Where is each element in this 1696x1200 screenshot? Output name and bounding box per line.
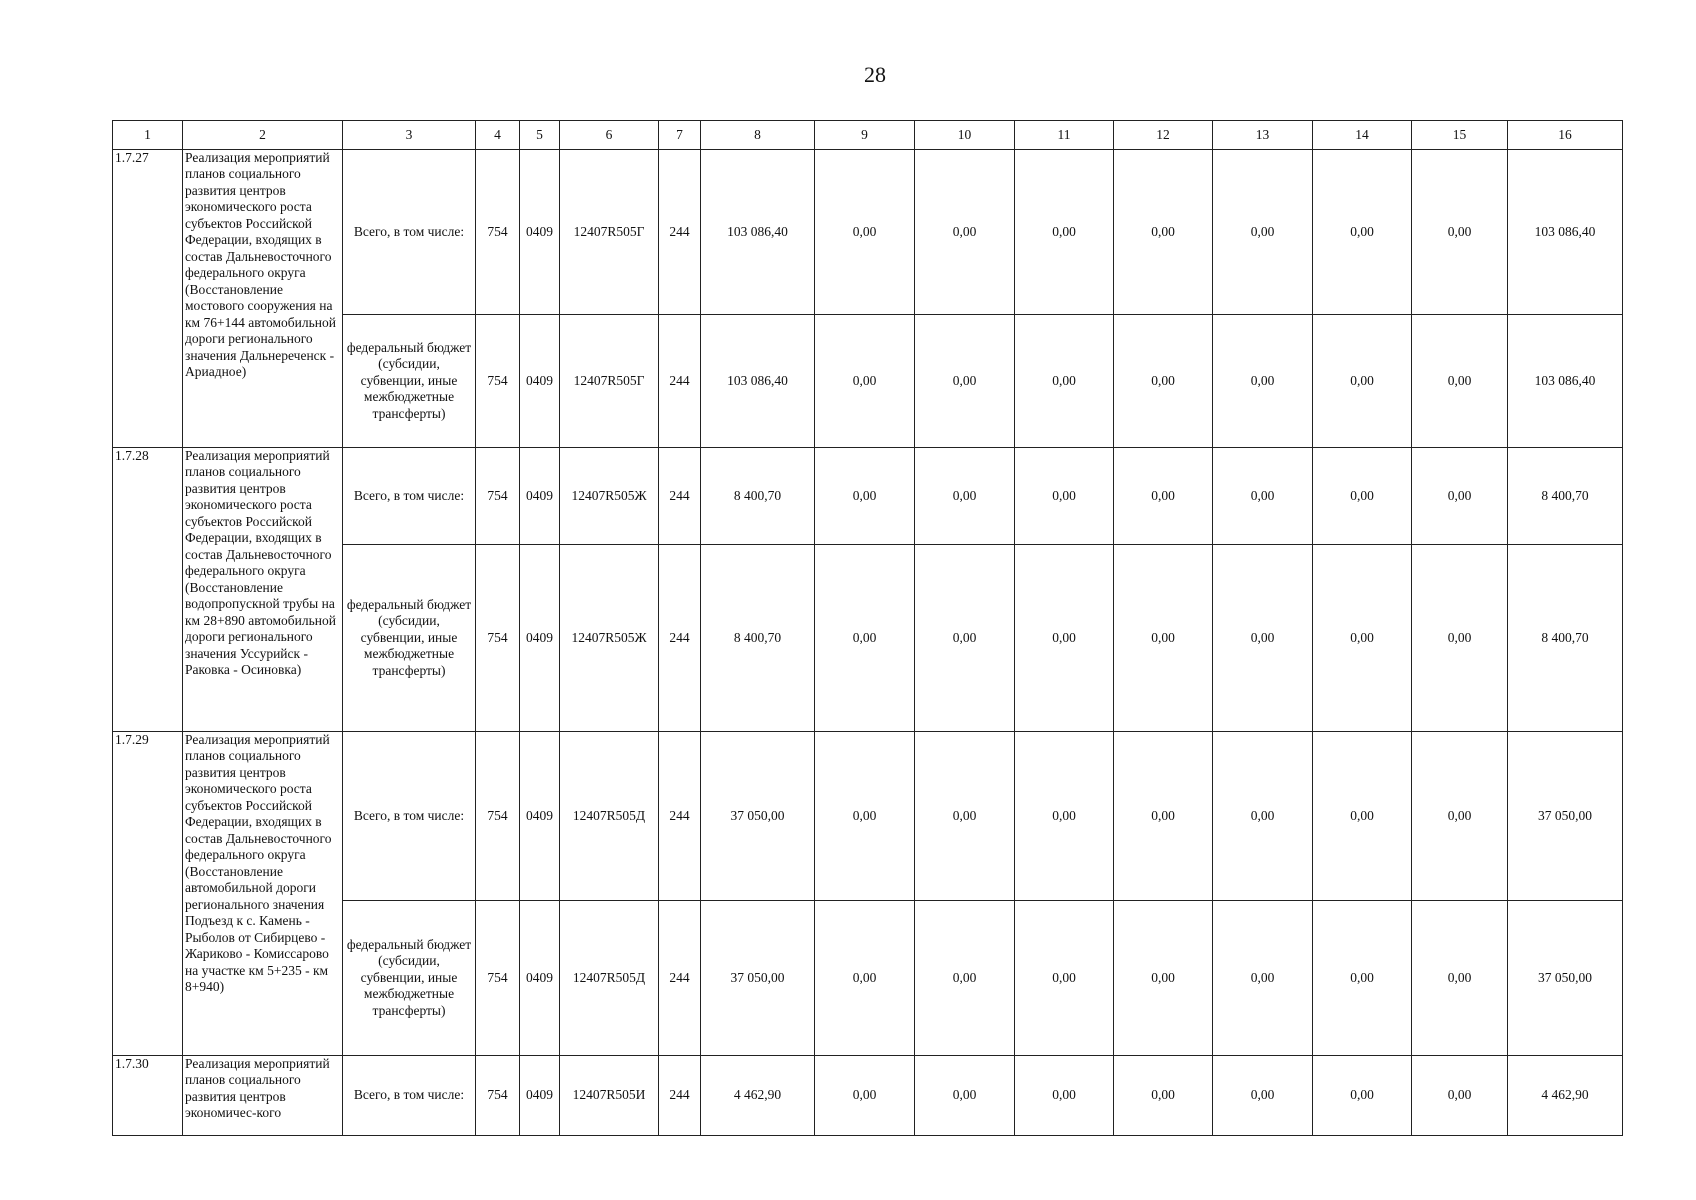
cell-c15: 0,00 [1412, 150, 1508, 315]
cell-c6: 12407R505Г [560, 150, 659, 315]
cell-c9: 0,00 [815, 150, 915, 315]
funding-source: федеральный бюджет (субсидии, субвенции, иные межбюджетные трансферты) [343, 545, 476, 732]
cell-c4: 754 [476, 1056, 520, 1136]
cell-c5: 0409 [520, 150, 560, 315]
cell-c10: 0,00 [915, 545, 1015, 732]
cell-c7: 244 [659, 448, 701, 545]
funding-source: Всего, в том числе: [343, 448, 476, 545]
cell-c13: 0,00 [1213, 150, 1313, 315]
cell-c11: 0,00 [1015, 150, 1114, 315]
cell-c4: 754 [476, 150, 520, 315]
cell-c4: 754 [476, 545, 520, 732]
column-header: 7 [659, 121, 701, 150]
cell-c6: 12407R505Д [560, 901, 659, 1056]
cell-c4: 754 [476, 732, 520, 901]
cell-c15: 0,00 [1412, 315, 1508, 448]
cell-c11: 0,00 [1015, 315, 1114, 448]
cell-c16: 8 400,70 [1508, 448, 1623, 545]
cell-c12: 0,00 [1114, 1056, 1213, 1136]
column-header: 1 [113, 121, 183, 150]
column-header: 14 [1313, 121, 1412, 150]
cell-c16: 37 050,00 [1508, 732, 1623, 901]
cell-c4: 754 [476, 901, 520, 1056]
cell-c10: 0,00 [915, 901, 1015, 1056]
cell-c13: 0,00 [1213, 448, 1313, 545]
cell-c5: 0409 [520, 448, 560, 545]
cell-c16: 37 050,00 [1508, 901, 1623, 1056]
cell-c4: 754 [476, 448, 520, 545]
column-header: 12 [1114, 121, 1213, 150]
column-header: 15 [1412, 121, 1508, 150]
cell-c6: 12407R505И [560, 1056, 659, 1136]
cell-c15: 0,00 [1412, 545, 1508, 732]
item-description: Реализация мероприятий планов социального развития центров экономичес-кого [183, 1056, 343, 1136]
column-header: 10 [915, 121, 1015, 150]
cell-c6: 12407R505Д [560, 732, 659, 901]
cell-c12: 0,00 [1114, 545, 1213, 732]
cell-c9: 0,00 [815, 315, 915, 448]
column-number-row [113, 121, 1623, 150]
cell-c7: 244 [659, 150, 701, 315]
cell-c8: 37 050,00 [701, 901, 815, 1056]
cell-c14: 0,00 [1313, 315, 1412, 448]
column-header: 8 [701, 121, 815, 150]
cell-c16: 103 086,40 [1508, 315, 1623, 448]
cell-c9: 0,00 [815, 732, 915, 901]
budget-table [112, 120, 1623, 1136]
cell-c15: 0,00 [1412, 732, 1508, 901]
cell-c9: 0,00 [815, 1056, 915, 1136]
cell-c11: 0,00 [1015, 545, 1114, 732]
cell-c9: 0,00 [815, 448, 915, 545]
cell-c8: 37 050,00 [701, 732, 815, 901]
table-row [113, 448, 1623, 545]
cell-c5: 0409 [520, 1056, 560, 1136]
item-description: Реализация мероприятий планов социального развития центров экономического роста субъектов Российской Федерации, входящих в состав Дальневосточного федерального округа (Восстановление автомобильной дороги регионального значения Подъезд к с. Камень - Рыболов от Сибирцево - Жариково - Комиссарово на участке км 5+235 - км 8+940) [183, 732, 343, 1056]
funding-source: федеральный бюджет (субсидии, субвенции, иные межбюджетные трансферты) [343, 315, 476, 448]
item-number: 1.7.29 [113, 732, 183, 1056]
cell-c14: 0,00 [1313, 732, 1412, 901]
table-row [113, 150, 1623, 315]
column-header: 13 [1213, 121, 1313, 150]
cell-c14: 0,00 [1313, 545, 1412, 732]
cell-c16: 4 462,90 [1508, 1056, 1623, 1136]
cell-c5: 0409 [520, 732, 560, 901]
page-number: 28 [864, 62, 886, 87]
item-number: 1.7.30 [113, 1056, 183, 1136]
cell-c14: 0,00 [1313, 448, 1412, 545]
cell-c10: 0,00 [915, 1056, 1015, 1136]
column-header: 6 [560, 121, 659, 150]
funding-source: Всего, в том числе: [343, 1056, 476, 1136]
cell-c13: 0,00 [1213, 732, 1313, 901]
cell-c11: 0,00 [1015, 901, 1114, 1056]
cell-c11: 0,00 [1015, 1056, 1114, 1136]
cell-c11: 0,00 [1015, 448, 1114, 545]
cell-c4: 754 [476, 315, 520, 448]
cell-c6: 12407R505Ж [560, 448, 659, 545]
cell-c12: 0,00 [1114, 901, 1213, 1056]
cell-c9: 0,00 [815, 901, 915, 1056]
cell-c6: 12407R505Ж [560, 545, 659, 732]
cell-c5: 0409 [520, 315, 560, 448]
cell-c11: 0,00 [1015, 732, 1114, 901]
cell-c10: 0,00 [915, 315, 1015, 448]
cell-c7: 244 [659, 901, 701, 1056]
cell-c7: 244 [659, 315, 701, 448]
column-header: 5 [520, 121, 560, 150]
cell-c15: 0,00 [1412, 901, 1508, 1056]
cell-c8: 8 400,70 [701, 448, 815, 545]
cell-c5: 0409 [520, 901, 560, 1056]
column-header: 16 [1508, 121, 1623, 150]
column-header: 2 [183, 121, 343, 150]
cell-c14: 0,00 [1313, 150, 1412, 315]
cell-c9: 0,00 [815, 545, 915, 732]
funding-source: Всего, в том числе: [343, 732, 476, 901]
cell-c5: 0409 [520, 545, 560, 732]
item-number: 1.7.28 [113, 448, 183, 732]
cell-c16: 8 400,70 [1508, 545, 1623, 732]
cell-c13: 0,00 [1213, 315, 1313, 448]
item-description: Реализация мероприятий планов социального развития центров экономического роста субъектов Российской Федерации, входящих в состав Дальневосточного федерального округа (Восстановление мостового сооружения на км 76+144 автомобильной дороги регионального значения Дальнереченск - Ариадное) [183, 150, 343, 448]
cell-c10: 0,00 [915, 448, 1015, 545]
cell-c12: 0,00 [1114, 315, 1213, 448]
cell-c12: 0,00 [1114, 732, 1213, 901]
cell-c7: 244 [659, 1056, 701, 1136]
table-row [113, 732, 1623, 901]
cell-c8: 8 400,70 [701, 545, 815, 732]
column-header: 9 [815, 121, 915, 150]
cell-c8: 103 086,40 [701, 315, 815, 448]
cell-c12: 0,00 [1114, 448, 1213, 545]
cell-c10: 0,00 [915, 150, 1015, 315]
cell-c14: 0,00 [1313, 1056, 1412, 1136]
cell-c7: 244 [659, 732, 701, 901]
cell-c14: 0,00 [1313, 901, 1412, 1056]
item-description: Реализация мероприятий планов социального развития центров экономического роста субъектов Российской Федерации, входящих в состав Дальневосточного федерального округа (Восстановление водопропускной трубы на км 28+890 автомобильной дороги регионального значения Уссурийск - Раковка - Осиновка) [183, 448, 343, 732]
cell-c7: 244 [659, 545, 701, 732]
cell-c13: 0,00 [1213, 1056, 1313, 1136]
cell-c8: 4 462,90 [701, 1056, 815, 1136]
cell-c8: 103 086,40 [701, 150, 815, 315]
table-row [113, 1056, 1623, 1136]
funding-source: Всего, в том числе: [343, 150, 476, 315]
cell-c10: 0,00 [915, 732, 1015, 901]
cell-c15: 0,00 [1412, 1056, 1508, 1136]
item-number: 1.7.27 [113, 150, 183, 448]
column-header: 11 [1015, 121, 1114, 150]
column-header: 3 [343, 121, 476, 150]
cell-c16: 103 086,40 [1508, 150, 1623, 315]
column-header: 4 [476, 121, 520, 150]
cell-c13: 0,00 [1213, 901, 1313, 1056]
cell-c13: 0,00 [1213, 545, 1313, 732]
funding-source: федеральный бюджет (субсидии, субвенции, иные межбюджетные трансферты) [343, 901, 476, 1056]
cell-c15: 0,00 [1412, 448, 1508, 545]
cell-c12: 0,00 [1114, 150, 1213, 315]
cell-c6: 12407R505Г [560, 315, 659, 448]
